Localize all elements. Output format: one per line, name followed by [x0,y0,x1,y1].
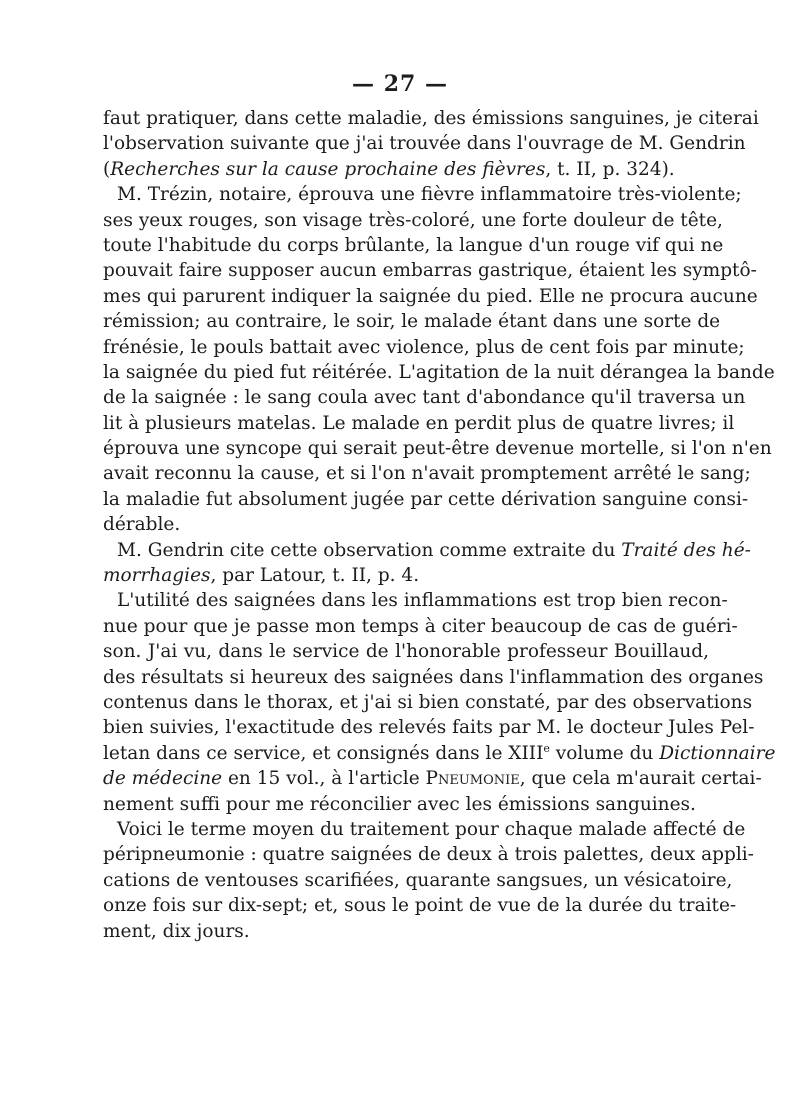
text-line [103,131,746,156]
italic-text: Recherches sur la cause prochaine des fièvres [110,158,546,180]
text-line [103,258,757,283]
text-line [103,436,772,461]
text-run: M. Gendrin cite cette observation comme extraite du [117,539,622,561]
text-line [103,715,755,740]
text-run: nue pour que je passe mon temps à citer beaucoup de cas de guéri- [103,615,738,637]
text-line [103,182,742,207]
text-run: L'utilité des saignées dans les inflammations est trop bien recon- [117,590,728,612]
italic-text: Traité des hé- [621,539,751,561]
text-line [103,487,749,512]
text-run: avait reconnu la cause, et si l'on n'avait promptement arrêté le sang; [103,463,751,485]
text-run: letan dans ce service, et consignés dans le [103,742,509,764]
superscript-text: e [543,741,550,755]
text-line [103,817,746,842]
text-run: la maladie fut absolument jugée par cette dérivation sanguine consi- [103,488,749,510]
text-line [103,690,753,715]
text-run: de la saignée : le sang coula avec tant d'abondance qu'il traversa un [103,387,746,409]
text-run: lit à plusieurs matelas. Le malade en perdit plus de quatre livres; il [103,412,735,434]
text-line [103,411,735,436]
text-run: ses yeux rouges, son visage très-coloré, une forte douleur de tête, [103,209,723,231]
page-body-text [103,106,776,944]
text-run: dérable. [103,514,181,536]
text-line [103,335,745,360]
text-run: faut pratiquer, dans cette maladie, des émissions sanguines, je citerai [103,108,759,129]
text-run: bien suivies, l'exactitude des relevés faits par M. le docteur Jules Pel- [103,717,755,739]
italic-text: morrhagies [103,565,211,587]
text-line [103,284,758,309]
text-run: M. Trézin, notaire, éprouva une fièvre inflammatoire très-violente; [117,184,742,206]
text-line [103,309,721,334]
text-run: volume du [549,742,660,764]
text-run: pouvait faire supposer aucun embarras gastrique, étaient les symptô- [103,260,757,282]
text-run: en 15 vol., à l'article [222,768,426,790]
text-line [103,919,709,944]
text-line [103,893,737,918]
text-line [103,563,709,588]
text-run: nement suffi pour me réconcilier avec les émissions sanguines. [103,793,696,815]
text-run: cations de ventouses scarifiées, quarante sangsues, un vésicatoire, [103,869,733,891]
text-line [103,233,724,258]
text-run: Voici le terme moyen du traitement pour chaque malade affecté de [117,818,746,840]
page-number: — 27 — [352,71,448,97]
small-caps-text: XIII [508,742,544,764]
text-line [103,512,709,537]
text-run: ment, dix jours. [103,920,250,942]
text-run: péripneumonie : quatre saignées de deux à trois palettes, deux appli- [103,844,754,866]
text-line [103,538,751,563]
text-line [103,588,728,613]
text-line [103,614,738,639]
text-run: l'observation suivante que j'ai trouvée dans l'ouvrage de M. Gendrin [103,133,746,155]
text-run: mes qui parurent indiquer la saignée du pied. Elle ne procura aucune [103,285,758,307]
text-run: ( [103,158,111,180]
text-run: , que cela m'aurait certai- [519,768,762,790]
text-line [103,157,709,182]
text-line [103,792,709,817]
text-run: onze fois sur dix-sept; et, sous le point de vue de la durée du traite- [103,895,737,917]
text-line [103,842,754,867]
text-run: la saignée du pied fut réitérée. L'agitation de la nuit dérangea la bande [103,361,775,383]
text-run: , t. II, p. 324). [545,158,675,180]
small-caps-text: Pneumonie [425,768,520,790]
text-line [103,868,733,893]
italic-text: Dictionnaire [659,742,776,764]
text-run: rémission; au contraire, le soir, le malade étant dans une sorte de [103,311,721,333]
italic-text: de médecine [103,768,223,790]
text-line [103,741,776,766]
text-line [103,766,762,791]
text-run: toute l'habitude du corps brûlante, la langue d'un rouge vif qui ne [103,234,724,256]
text-line [103,208,723,233]
text-run: contenus dans le thorax, et j'ai si bien constaté, par des observations [103,691,753,713]
text-run: son. J'ai vu, dans le service de l'honorable professeur Bouillaud, [103,641,709,663]
text-run: , par Latour, t. II, p. 4. [210,565,420,587]
text-line [103,106,759,131]
text-run: frénésie, le pouls battait avec violence, plus de cent fois par minute; [103,336,745,358]
text-run: éprouva une syncope qui serait peut-être devenue mortelle, si l'on n'en [103,438,772,460]
text-run: des résultats si heureux des saignées dans l'inflammation des organes [103,666,764,688]
text-line [103,665,764,690]
text-line [103,461,751,486]
text-line [103,639,709,664]
text-line [103,385,746,410]
text-line [103,360,775,385]
